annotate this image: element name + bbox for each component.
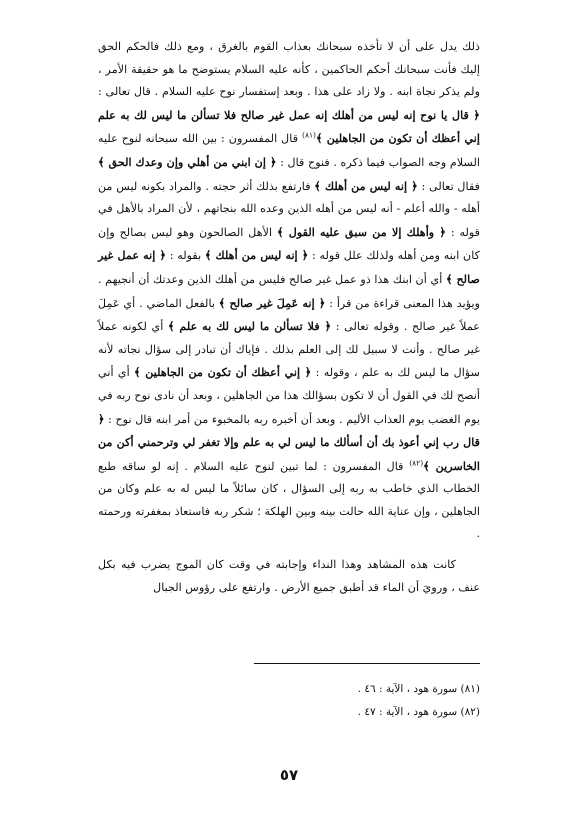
page-number: ٥٧ [279,766,299,784]
text-run: فقال تعالى : [417,179,480,193]
quran-quote: ﴿ إني أعظك أن تكون من الجاهلين ﴾ [134,365,312,380]
text-run: أي لكونه عملاً غير صالح . وأنت لا سبيل لك إلى العلم بذلك . فإياك أن تبادر إلى سؤال نجاته لأنه سؤال ما ليس لك به علم ، وقوله : [98,320,481,380]
footnote-divider [254,663,480,664]
text-run: بقوله : [166,249,205,263]
footnote-81: (٨١) سورة هود ، الآية : ٤٦ . [357,683,480,695]
quran-quote: ﴿ قال يا نوح إنه ليس من أهلك إنه عمل غير صالح فلا تسألن ما ليس لك به علم إني أعظك أن تكون من الجاهلين ﴾ [98,107,481,146]
quran-quote: ﴿ إنه ليس من أهلك ﴾ [204,248,309,263]
quran-quote: ﴿ وأهلك إلا من سبق عليه القول ﴾ [277,224,446,239]
footnote-82: (٨٢) سورة هود ، الآية : ٤٧ . [357,706,480,718]
quran-quote: ﴿ قال رب إني أعوذ بك أن أسألك ما ليس لي به علم وإلا تغفر لي وترحمني أكن من الخاسرين ﴾ [98,411,480,473]
text-run: أي أن ابنك هذا ذو عمل غير صالح فليس من أهلك الذين وعدتك أن أنجيهم . ويؤيد هذا المعنى قراءة من قرأ : [98,272,481,310]
text-run: قال المفسرون : لما تبين لنوح عليه السلام . إنه لو ساقه طبع الخطاب الذي خاطب به ربه إلى السؤال ، كان سائلاً ما ليس له به علم وكان من الجاهلين ، وإن عناية الله حالت بينه وبين الهلكة ؛ شكر ربه فاستعاذ بمغفرته ورحمته . [98,459,480,541]
body-text [98,36,480,599]
text-run: قال المفسرون : بين الله سبحانه لنوح عليه السلام وجه الصواب فيما ذكره . فنوح قال : [98,132,480,169]
text-run: بالفعل الماضي . أي عَمِلَ عملاً غير صالح . وقوله تعالى : [98,296,480,334]
text-run: ذلك يدل على أن لا تأخذه سبحانك بعذاب القوم بالغرق ، ومع ذلك فالحكم الحق إليك فأنت سبحانك أحكم الحاكمين ، كأنه عليه السلام يستوضح ما هو حقيقة الأمر ، ولم يذكر نجاة ابنه . ولا زاد على هذا . وبعد إستفسار نوح عليه السلام . قال تعالى : [98,40,480,99]
quran-quote: ﴿ إنه عَمِلَ غير صالح ﴾ [218,295,326,310]
text-run: كانت هذه المشاهد وهذا النداء وإجابته في وقت كان الموج يضرب فيه بكل عنف ، ورويَ أن الماء قد أطبق جميع الأرض . وارتفع على رؤوس الجبال [98,558,480,594]
quran-quote: ﴿ إنه ليس من أهلك ﴾ [314,178,418,193]
footnote-ref: (٨٢) [409,457,424,467]
quran-quote: ﴿ إن ابني من أهلي وإن وعدك الحق ﴾ [98,154,277,169]
quran-quote: ﴿ إنه عمل غير صالح ﴾ [98,248,480,286]
footnotes [98,678,480,724]
footnote-ref: (٨١) [302,130,316,140]
text-run: الأهل الصالحون وهو ليس بصالح وإن كان ابنه ومن أهله ولذلك علل قوله : [98,225,480,263]
text-run: فارتفع بذلك أثر حجته . والمراد بكونه ليس من أهله - والله أعلم - أنه ليس من أهله الذين وعده الله بنجاتهم ، لأن المراد بالأهل في قوله : [98,179,480,239]
text-run: أي أني أنصح لك في القول أن لا تكون بسؤالك هذا من الجاهلين ، وبعد أن نادى نوح ربه في يوم الغضب يوم العذاب الأليم . وبعد أن أخبره ربه بالمخبوء من أمر ابنه قال نوح : [98,366,480,426]
paragraph [98,554,480,599]
paragraph [98,36,480,546]
quran-quote: ﴿ فلا تسألن ما ليس لك به علم ﴾ [167,319,332,334]
